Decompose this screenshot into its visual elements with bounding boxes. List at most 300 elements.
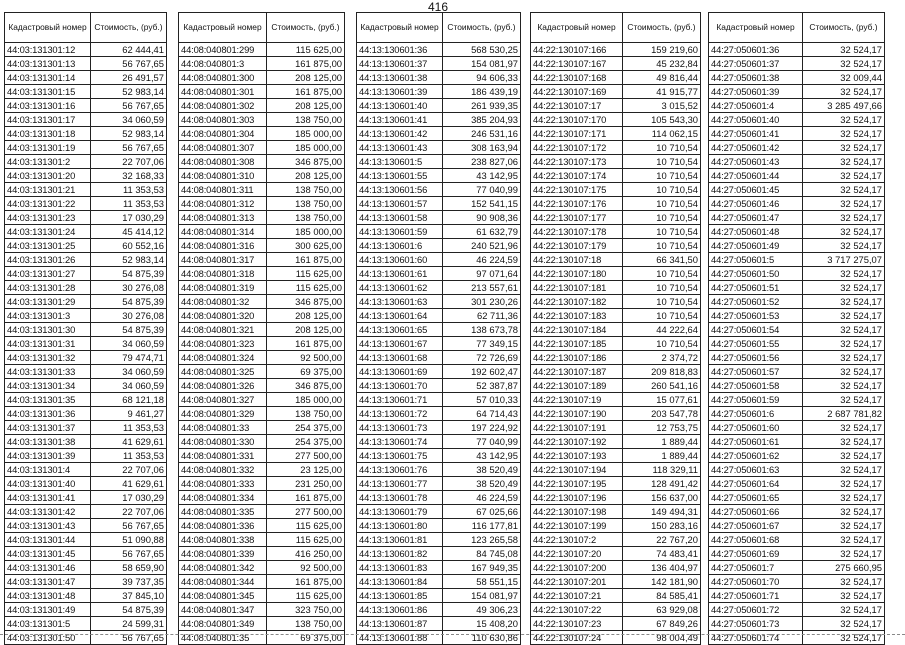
cadastral-number-cell: 44:27:050601:53 [709,309,803,323]
cadastral-number-cell: 44:22:130107:2 [531,533,623,547]
cadastral-number-cell: 44:22:130107:186 [531,351,623,365]
table-row [179,365,345,379]
table-row [531,337,701,351]
cost-cell: 115 625,00 [267,281,345,295]
cost-cell: 10 710,54 [623,281,701,295]
table-row [5,71,167,85]
cadastral-number-cell: 44:03:131301:27 [5,267,91,281]
cadastral-number-cell: 44:13:130601:85 [357,589,443,603]
table-row [5,603,167,617]
table-row [709,631,885,645]
cost-cell: 58 551,15 [443,575,521,589]
cadastral-number-cell: 44:22:130107:191 [531,421,623,435]
cadastral-number-cell: 44:08:040801:35 [179,631,267,645]
table-row [5,43,167,57]
cadastral-number-cell: 44:27:050601:4 [709,99,803,113]
cadastral-number-cell: 44:08:040801:338 [179,533,267,547]
cadastral-number-cell: 44:22:130107:183 [531,309,623,323]
cadastral-number-cell: 44:22:130107:172 [531,141,623,155]
table-row [5,113,167,127]
column-header-number: Кадастровый номер [357,13,443,43]
cost-cell: 32 524,17 [803,141,885,155]
cost-cell: 32 524,17 [803,127,885,141]
cost-cell: 115 625,00 [267,267,345,281]
table-row [709,561,885,575]
table-row [709,365,885,379]
cost-cell: 22 707,06 [91,463,167,477]
cost-cell: 161 875,00 [267,575,345,589]
cost-cell: 208 125,00 [267,323,345,337]
cost-cell: 34 060,59 [91,337,167,351]
table-row [709,477,885,491]
table-row [5,379,167,393]
cost-cell: 17 030,29 [91,211,167,225]
table-row [357,351,521,365]
table-row [357,225,521,239]
cadastral-number-cell: 44:27:050601:39 [709,85,803,99]
cost-cell: 56 767,65 [91,141,167,155]
cadastral-number-cell: 44:03:131301:37 [5,421,91,435]
table-row [179,547,345,561]
page-number: 416 [428,0,449,14]
cost-cell: 22 707,06 [91,155,167,169]
cadastral-number-cell: 44:22:130107:179 [531,239,623,253]
cadastral-number-cell: 44:03:131301:43 [5,519,91,533]
cadastral-number-cell: 44:08:040801:330 [179,435,267,449]
cadastral-number-cell: 44:27:050601:42 [709,141,803,155]
cost-cell: 32 524,17 [803,477,885,491]
cost-cell: 254 375,00 [267,435,345,449]
cost-cell: 161 875,00 [267,491,345,505]
table-row [179,533,345,547]
cadastral-number-cell: 44:03:131301:25 [5,239,91,253]
cost-cell: 32 524,17 [803,295,885,309]
cadastral-number-cell: 44:22:130107:195 [531,477,623,491]
table-row [531,323,701,337]
cost-cell: 159 219,60 [623,43,701,57]
cadastral-number-cell: 44:08:040801:331 [179,449,267,463]
column-header-cost: Стоимость, (руб.) [623,13,701,43]
table-row [357,71,521,85]
table-row [179,281,345,295]
cadastral-number-cell: 44:27:050601:64 [709,477,803,491]
cadastral-number-cell: 44:13:130601:63 [357,295,443,309]
cost-cell: 208 125,00 [267,309,345,323]
cadastral-number-cell: 44:08:040801:313 [179,211,267,225]
cost-cell: 115 625,00 [267,43,345,57]
cadastral-number-cell: 44:03:131301:17 [5,113,91,127]
cadastral-number-cell: 44:22:130107:194 [531,463,623,477]
table-row [179,99,345,113]
cost-cell: 32 524,17 [803,505,885,519]
cost-cell: 77 040,99 [443,435,521,449]
table-row [709,253,885,267]
cadastral-number-cell: 44:27:050601:45 [709,183,803,197]
cadastral-number-cell: 44:22:130107:200 [531,561,623,575]
table-row [531,141,701,155]
cadastral-number-cell: 44:13:130601:56 [357,183,443,197]
cadastral-number-cell: 44:13:130601:62 [357,281,443,295]
cost-cell: 32 524,17 [803,267,885,281]
table-row [5,477,167,491]
table-row [179,71,345,85]
table-row [357,155,521,169]
cadastral-number-cell: 44:08:040801:303 [179,113,267,127]
cadastral-number-cell: 44:03:131301:36 [5,407,91,421]
cadastral-number-cell: 44:22:130107:180 [531,267,623,281]
cadastral-number-cell: 44:08:040801:304 [179,127,267,141]
cost-cell: 32 168,33 [91,169,167,183]
cadastral-table-1 [4,12,167,645]
table-row [179,617,345,631]
cadastral-number-cell: 44:27:050601:65 [709,491,803,505]
table-row [709,169,885,183]
table-row [709,505,885,519]
table-row [709,239,885,253]
cost-cell: 62 444,41 [91,43,167,57]
cadastral-number-cell: 44:13:130601:73 [357,421,443,435]
cadastral-number-cell: 44:03:131301:20 [5,169,91,183]
table-row [179,351,345,365]
table-row [709,575,885,589]
cadastral-number-cell: 44:27:050601:56 [709,351,803,365]
table-row [709,533,885,547]
cadastral-number-cell: 44:27:050601:54 [709,323,803,337]
table-row [531,351,701,365]
table-row [179,183,345,197]
cost-cell: 84 745,08 [443,547,521,561]
cost-cell: 37 845,10 [91,589,167,603]
cadastral-number-cell: 44:27:050601:72 [709,603,803,617]
table-row [709,71,885,85]
table-row [5,141,167,155]
table-row [179,631,345,645]
column-header-cost: Стоимость, (руб.) [91,13,167,43]
cost-cell: 138 750,00 [267,183,345,197]
table-row [5,365,167,379]
table-row [709,379,885,393]
cost-cell: 300 625,00 [267,239,345,253]
cost-cell: 32 524,17 [803,169,885,183]
table-row [179,43,345,57]
cost-cell: 60 552,16 [91,239,167,253]
table-row [531,57,701,71]
cost-cell: 10 710,54 [623,267,701,281]
cadastral-number-cell: 44:03:131301:32 [5,351,91,365]
cost-cell: 54 875,39 [91,295,167,309]
cost-cell: 72 726,69 [443,351,521,365]
cadastral-number-cell: 44:03:131301:18 [5,127,91,141]
cadastral-number-cell: 44:03:131301:12 [5,43,91,57]
cadastral-number-cell: 44:27:050601:50 [709,267,803,281]
table-row [357,505,521,519]
table-row [179,575,345,589]
table-row [5,435,167,449]
cadastral-number-cell: 44:13:130601:55 [357,169,443,183]
cost-cell: 346 875,00 [267,295,345,309]
table-row [179,323,345,337]
table-row [709,85,885,99]
table-row [5,239,167,253]
cadastral-number-cell: 44:08:040801:321 [179,323,267,337]
table-row [5,57,167,71]
cost-cell: 54 875,39 [91,323,167,337]
cadastral-number-cell: 44:08:040801:299 [179,43,267,57]
table-row [531,589,701,603]
cadastral-number-cell: 44:22:130107:167 [531,57,623,71]
table-row [5,463,167,477]
cost-cell: 94 606,33 [443,71,521,85]
table-row [531,253,701,267]
cadastral-number-cell: 44:13:130601:58 [357,211,443,225]
cadastral-number-cell: 44:08:040801:345 [179,589,267,603]
cadastral-number-cell: 44:13:130601:59 [357,225,443,239]
cost-cell: 44 222,64 [623,323,701,337]
cadastral-number-cell: 44:03:131301:49 [5,603,91,617]
table-row [179,379,345,393]
column-header-number: Кадастровый номер [531,13,623,43]
cadastral-number-cell: 44:08:040801:320 [179,309,267,323]
cadastral-number-cell: 44:03:131301:34 [5,379,91,393]
cost-cell: 52 387,87 [443,379,521,393]
table-row [357,309,521,323]
cadastral-number-cell: 44:03:131301:38 [5,435,91,449]
table-row [531,603,701,617]
cadastral-table-2 [178,12,345,645]
cost-cell: 22 707,06 [91,505,167,519]
cadastral-number-cell: 44:03:131301:5 [5,617,91,631]
table-row [709,57,885,71]
table-row [357,57,521,71]
table-row [179,85,345,99]
cost-cell: 68 121,18 [91,393,167,407]
table-row [5,631,167,645]
table-row [709,141,885,155]
table-row [357,519,521,533]
cadastral-number-cell: 44:13:130601:69 [357,365,443,379]
table-row [179,337,345,351]
cadastral-number-cell: 44:03:131301:14 [5,71,91,85]
cost-cell: 308 163,94 [443,141,521,155]
cadastral-number-cell: 44:13:130601:64 [357,309,443,323]
table-row [5,323,167,337]
table-row [709,463,885,477]
cost-cell: 32 524,17 [803,281,885,295]
bottom-rule [0,634,905,635]
cost-cell: 92 500,00 [267,351,345,365]
cost-cell: 323 750,00 [267,603,345,617]
cost-cell: 30 276,08 [91,281,167,295]
table-row [357,449,521,463]
table-row [531,449,701,463]
cadastral-number-cell: 44:03:131301:13 [5,57,91,71]
cadastral-number-cell: 44:13:130601:74 [357,435,443,449]
cost-cell: 90 908,36 [443,211,521,225]
column-header-cost: Стоимость, (руб.) [803,13,885,43]
cadastral-number-cell: 44:08:040801:318 [179,267,267,281]
cost-cell: 32 524,17 [803,421,885,435]
table-row [357,561,521,575]
cost-cell: 118 329,11 [623,463,701,477]
table-row [179,603,345,617]
table-row [357,631,521,645]
cost-cell: 192 602,47 [443,365,521,379]
cadastral-number-cell: 44:27:050601:62 [709,449,803,463]
table-row [357,617,521,631]
cadastral-number-cell: 44:03:131301:19 [5,141,91,155]
cadastral-number-cell: 44:27:050601:74 [709,631,803,645]
cost-cell: 208 125,00 [267,99,345,113]
cost-cell: 2 687 781,82 [803,407,885,421]
table-row [357,337,521,351]
cost-cell: 79 474,71 [91,351,167,365]
table-row [179,239,345,253]
cadastral-number-cell: 44:27:050601:48 [709,225,803,239]
table-row [709,127,885,141]
cost-cell: 138 750,00 [267,197,345,211]
table-row [531,211,701,225]
cadastral-number-cell: 44:08:040801:310 [179,169,267,183]
cost-cell: 105 543,30 [623,113,701,127]
table-row [357,547,521,561]
cost-cell: 32 524,17 [803,393,885,407]
table-row [709,491,885,505]
table-row [531,239,701,253]
cost-cell: 32 524,17 [803,155,885,169]
table-row [531,519,701,533]
cost-cell: 32 524,17 [803,519,885,533]
cadastral-number-cell: 44:08:040801:311 [179,183,267,197]
table-row [179,197,345,211]
cost-cell: 208 125,00 [267,71,345,85]
cost-cell: 138 750,00 [267,113,345,127]
table-row [179,449,345,463]
table-row [179,267,345,281]
cadastral-number-cell: 44:22:130107:22 [531,603,623,617]
table-row [709,309,885,323]
cadastral-number-cell: 44:03:131301:29 [5,295,91,309]
table-row [5,519,167,533]
cost-cell: 56 767,65 [91,99,167,113]
cost-cell: 32 524,17 [803,323,885,337]
table-row [531,127,701,141]
table-row [179,141,345,155]
table-row [709,281,885,295]
cost-cell: 41 629,61 [91,477,167,491]
cost-cell: 32 524,17 [803,631,885,645]
cadastral-number-cell: 44:13:130601:5 [357,155,443,169]
cadastral-number-cell: 44:22:130107:19 [531,393,623,407]
table-row [709,407,885,421]
cadastral-number-cell: 44:13:130601:6 [357,239,443,253]
cost-cell: 61 632,79 [443,225,521,239]
table-row [531,295,701,309]
cadastral-number-cell: 44:22:130107:178 [531,225,623,239]
cost-cell: 11 353,53 [91,449,167,463]
cost-cell: 154 081,97 [443,57,521,71]
table-row [709,183,885,197]
cost-cell: 128 491,42 [623,477,701,491]
cost-cell: 138 673,78 [443,323,521,337]
table-row [179,393,345,407]
cadastral-number-cell: 44:27:050601:70 [709,575,803,589]
cost-cell: 46 224,59 [443,253,521,267]
cadastral-number-cell: 44:13:130601:42 [357,127,443,141]
cost-cell: 32 524,17 [803,547,885,561]
table-row [357,183,521,197]
cadastral-number-cell: 44:13:130601:75 [357,449,443,463]
cadastral-number-cell: 44:27:050601:71 [709,589,803,603]
cost-cell: 32 009,44 [803,71,885,85]
cost-cell: 156 637,00 [623,491,701,505]
cadastral-number-cell: 44:03:131301:2 [5,155,91,169]
cost-cell: 32 524,17 [803,57,885,71]
table-row [357,379,521,393]
cost-cell: 10 710,54 [623,309,701,323]
table-row [357,127,521,141]
cost-cell: 84 585,41 [623,589,701,603]
cadastral-number-cell: 44:13:130601:41 [357,113,443,127]
cost-cell: 52 983,14 [91,127,167,141]
cadastral-number-cell: 44:13:130601:36 [357,43,443,57]
cadastral-number-cell: 44:27:050601:40 [709,113,803,127]
table-row [357,575,521,589]
table-row [179,407,345,421]
cost-cell: 45 232,84 [623,57,701,71]
cadastral-number-cell: 44:03:131301:50 [5,631,91,645]
cadastral-number-cell: 44:08:040801:314 [179,225,267,239]
table-row [357,533,521,547]
cost-cell: 32 524,17 [803,211,885,225]
cost-cell: 275 660,95 [803,561,885,575]
column-header-number: Кадастровый номер [709,13,803,43]
table-row [179,505,345,519]
cadastral-number-cell: 44:08:040801:332 [179,463,267,477]
cadastral-number-cell: 44:22:130107:189 [531,379,623,393]
cost-cell: 32 524,17 [803,85,885,99]
cadastral-number-cell: 44:08:040801:327 [179,393,267,407]
cadastral-number-cell: 44:08:040801:347 [179,603,267,617]
table-row [5,617,167,631]
cost-cell: 32 524,17 [803,435,885,449]
cadastral-number-cell: 44:27:050601:6 [709,407,803,421]
cost-cell: 67 849,26 [623,617,701,631]
cadastral-number-cell: 44:03:131301:40 [5,477,91,491]
cost-cell: 49 816,44 [623,71,701,85]
cadastral-number-cell: 44:27:050601:59 [709,393,803,407]
table-row [5,127,167,141]
cost-cell: 15 077,61 [623,393,701,407]
cost-cell: 3 015,52 [623,99,701,113]
cost-cell: 98 004,49 [623,631,701,645]
cost-cell: 32 524,17 [803,533,885,547]
table-row [531,183,701,197]
cost-cell: 10 710,54 [623,183,701,197]
cadastral-number-cell: 44:22:130107:20 [531,547,623,561]
cost-cell: 32 524,17 [803,239,885,253]
table-row [5,183,167,197]
table-row [357,603,521,617]
cost-cell: 41 915,77 [623,85,701,99]
table-row [357,407,521,421]
cost-cell: 186 439,19 [443,85,521,99]
table-row [531,393,701,407]
cadastral-number-cell: 44:22:130107:175 [531,183,623,197]
column-header-cost: Стоимость, (руб.) [443,13,521,43]
cost-cell: 74 483,41 [623,547,701,561]
cadastral-number-cell: 44:08:040801:326 [179,379,267,393]
table-row [709,323,885,337]
